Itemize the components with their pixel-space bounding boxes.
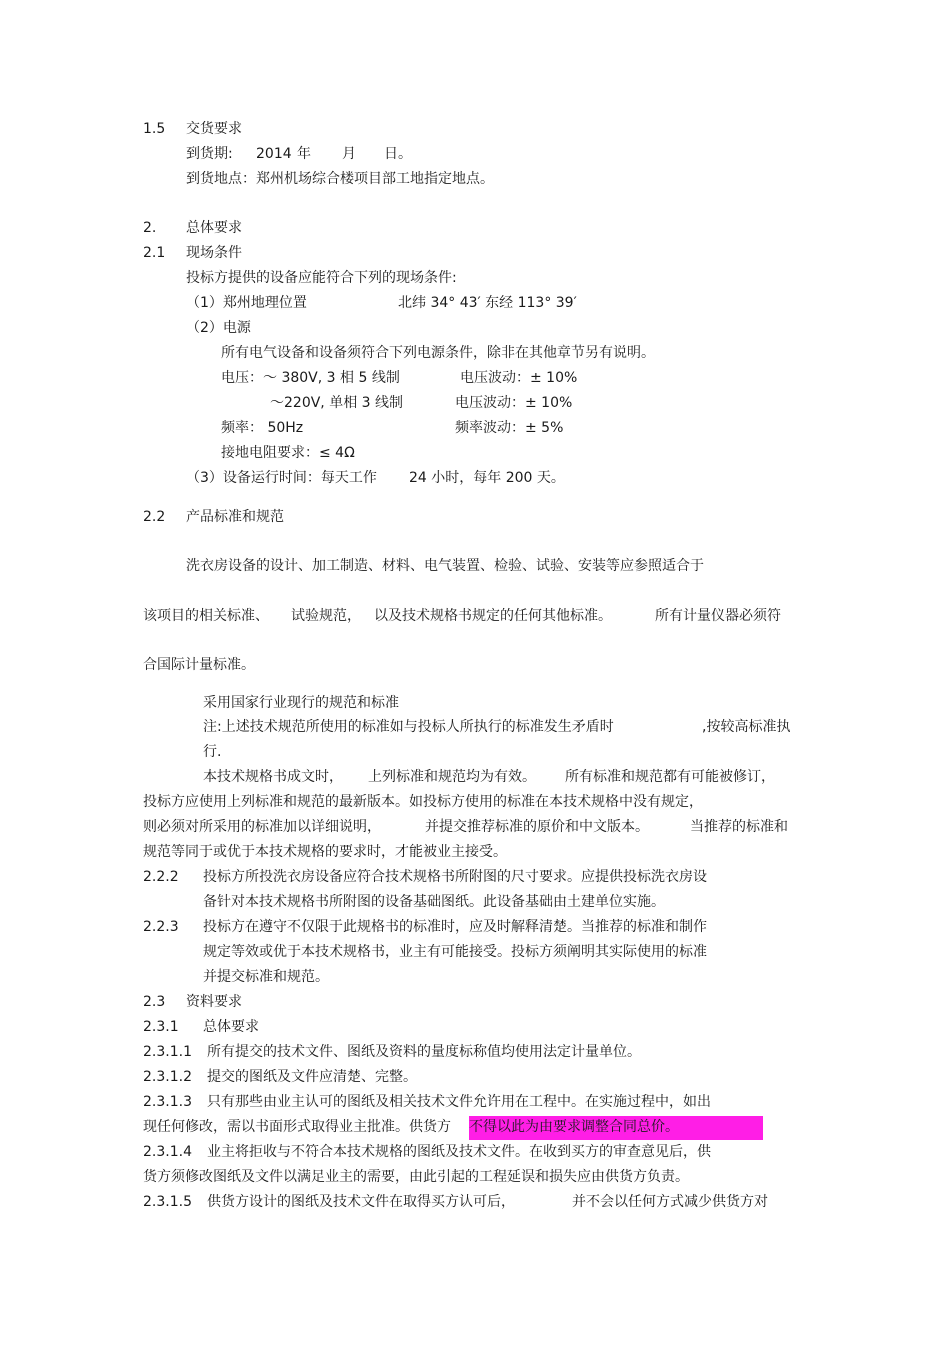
text-line: 交货要求: [186, 121, 242, 137]
text-line: 则必须对所采用的标准加以详细说明，: [143, 819, 381, 835]
text-line: 到货地点：郑州机场综合楼项目部工地指定地点。: [186, 171, 494, 187]
text-line: 货方须修改图纸及文件以满足业主的需要，由此引起的工程延误和损失应由供货方负责。: [143, 1169, 689, 1185]
text-line: 年: [297, 146, 311, 162]
text-line: 现任何修改，需以书面形式取得业主批准。供货方: [143, 1119, 451, 1135]
text-line: 投标方应使用上列标准和规范的最新版本。如投标方使用的标准在本技术规格中没有规定，: [143, 794, 703, 810]
text-line: 总体要求: [203, 1019, 259, 1035]
text-line: （3）设备运行时间：每天工作: [186, 470, 377, 486]
text-line: 接地电阻要求：≤ 4Ω: [221, 445, 355, 461]
text-line: 频率波动：± 5%: [455, 420, 564, 436]
text-line: 2.1: [143, 245, 166, 261]
text-line: 该项目的相关标准、: [143, 608, 269, 624]
text-line: 投标方在遵守不仅限于此规格书的标准时，应及时解释清楚。当推荐的标准和制作: [203, 919, 707, 935]
highlighted-text: 不得以此为由要求调整合同总价。: [469, 1116, 763, 1140]
text-line: 电压波动：± 10%: [455, 395, 573, 411]
text-line: 所有计量仪器必须符: [655, 608, 781, 624]
text-line: 到货期:: [186, 146, 233, 162]
text-line: 所有提交的技术文件、图纸及资料的量度标称值均使用法定计量单位。: [207, 1044, 641, 1060]
text-line: 频率： 50Hz: [221, 420, 304, 436]
text-line: （2）电源: [186, 320, 251, 336]
text-line: 月: [342, 146, 356, 162]
text-line: 合国际计量标准。: [143, 657, 255, 673]
text-line: 业主将拒收与不符合本技术规格的图纸及技术文件。在收到买方的审查意见后，供: [207, 1144, 711, 1160]
text-line: 2.3.1.2: [143, 1069, 192, 1085]
text-line: 试验规范，: [291, 608, 361, 624]
text-line: 2.3.1.4: [143, 1144, 192, 1160]
text-line: ,按较高标准执: [702, 719, 791, 735]
text-line: 日。: [384, 146, 412, 162]
text-line: 并提交推荐标准的原价和中文版本。: [425, 819, 649, 835]
text-line: 2.3.1.1: [143, 1044, 192, 1060]
text-line: 并提交标准和规范。: [203, 969, 329, 985]
text-line: 当推荐的标准和: [690, 819, 788, 835]
text-line: 电压：～ 380V, 3 相 5 线制: [221, 370, 400, 386]
text-line: 提交的图纸及文件应清楚、完整。: [207, 1069, 417, 1085]
text-line: 电压波动：± 10%: [460, 370, 578, 386]
text-line: 2.3: [143, 994, 166, 1010]
text-line: 所有电气设备和设备须符合下列电源条件，除非在其他章节另有说明。: [221, 345, 655, 361]
text-line: 北纬 34° 43′ 东经 113° 39′: [398, 295, 577, 311]
text-line: 2014: [256, 146, 292, 162]
text-line: 资料要求: [186, 994, 242, 1010]
text-line: 行.: [203, 744, 222, 760]
text-line: 2.: [143, 220, 157, 236]
text-line: 规范等同于或优于本技术规格的要求时，才能被业主接受。: [143, 844, 507, 860]
text-line: 洗衣房设备的设计、加工制造、材料、电气装置、检验、试验、安装等应参照适合于: [186, 558, 704, 574]
text-line: 采用国家行业现行的规范和标准: [203, 695, 399, 711]
text-line: 24 小时，每年 200 天。: [409, 470, 565, 486]
text-line: 投标方提供的设备应能符合下列的现场条件:: [186, 270, 457, 286]
text-line: 只有那些由业主认可的图纸及相关技术文件允许用在工程中。在实施过程中，如出: [207, 1094, 711, 1110]
text-line: 总体要求: [186, 220, 242, 236]
text-line: 备针对本技术规格书所附图的设备基础图纸。此设备基础由土建单位实施。: [203, 894, 665, 910]
text-line: 投标方所投洗衣房设备应符合技术规格书所附图的尺寸要求。应提供投标洗衣房设: [203, 869, 707, 885]
text-line: 注:上述技术规范所使用的标准如与投标人所执行的标准发生矛盾时: [203, 719, 614, 735]
text-line: ～220V, 单相 3 线制: [270, 395, 404, 411]
text-line: 并不会以任何方式减少供货方对: [572, 1194, 768, 1210]
text-line: 供货方设计的图纸及技术文件在取得买方认可后，: [207, 1194, 515, 1210]
text-line: 2.2: [143, 509, 166, 525]
text-line: 以及技术规格书规定的任何其他标准。: [374, 608, 612, 624]
text-line: 本技术规格书成文时，: [203, 769, 343, 785]
text-line: 现场条件: [186, 245, 242, 261]
text-line: 所有标准和规范都有可能被修订，: [565, 769, 775, 785]
text-line: 2.2.2: [143, 869, 179, 885]
text-line: 规定等效或优于本技术规格书，业主有可能接受。投标方须阐明其实际使用的标准: [203, 944, 707, 960]
text-line: 2.3.1: [143, 1019, 179, 1035]
text-line: 产品标准和规范: [186, 509, 284, 525]
text-line: 1.5: [143, 121, 166, 137]
text-line: 2.2.3: [143, 919, 179, 935]
text-line: 2.3.1.5: [143, 1194, 192, 1210]
text-line: （1）郑州地理位置: [186, 295, 307, 311]
text-line: 上列标准和规范均为有效。: [368, 769, 536, 785]
text-line: 2.3.1.3: [143, 1094, 192, 1110]
